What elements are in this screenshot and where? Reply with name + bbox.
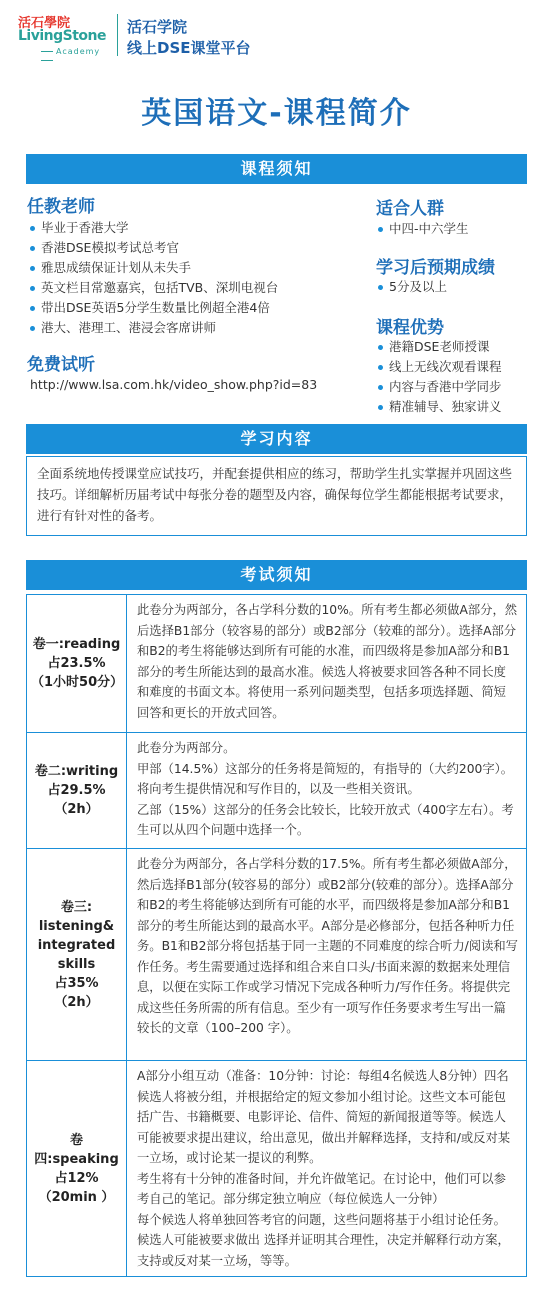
bullet-item: 中四-中六学生 — [378, 219, 469, 239]
exam-paper-row — [27, 595, 527, 733]
exam-paper-row — [27, 733, 527, 849]
bullet-item: 内容与香港中学同步 — [378, 377, 502, 397]
audience-heading: 适合人群 — [376, 199, 444, 219]
header-academy-name: 活石学院 — [127, 18, 188, 36]
paper-name-line: listening& — [38, 918, 115, 934]
paper-name-line: 卷三: — [60, 899, 93, 915]
paper-name-line: 占35% — [54, 975, 99, 991]
bullet-item: 港籍DSE老师授课 — [378, 337, 502, 357]
paper-name-line: 占23.5% — [47, 656, 106, 671]
course-info-bar: 课程须知 — [26, 154, 527, 184]
paper-description-paragraph: 乙部（15%）这部分的任务会比较长，比较开放式（400字左右）。考生可以从四个问题中选择一个。 — [137, 802, 514, 837]
trial-heading: 免费试听 — [27, 355, 95, 375]
bullet-item: 香港DSE模拟考试总考官 — [30, 238, 278, 258]
paper-description-paragraph: 考生将有十分钟的准备时间，并允许做笔记。在讨论中，他们可以参考自己的笔记。部分绑定独立响应（每位候选人一分钟） — [137, 1171, 506, 1206]
advantages-list — [378, 337, 502, 417]
paper-name-line: （20min ） — [38, 1189, 115, 1205]
paper-name-line: 卷二:writing — [34, 764, 119, 779]
paper-name-cell — [27, 1061, 127, 1277]
paper-description-paragraph: 此卷分为两部分。 — [137, 741, 236, 755]
logo-chinese-name: 活石學院 — [18, 16, 71, 31]
trial-video-link[interactable]: http://www.lsa.com.hk/video_show.php?id=83 — [30, 377, 318, 392]
bullet-item: 英文栏目常邀嘉宾，包括TVB、深圳电视台 — [30, 278, 278, 298]
paper-name-line: （2h） — [54, 994, 99, 1010]
paper-description-paragraph: 甲部（14.5%）这部分的任务将是简短的，有指导的（大约200字）。将向考生提供情况和写作目的，以及一些相关资讯。 — [137, 761, 514, 796]
teacher-heading: 任教老师 — [27, 197, 95, 217]
paper-description-cell — [127, 849, 527, 1061]
paper-name-line: skills — [57, 956, 96, 972]
bullet-item: 带出DSE英语5分学生数量比例超全港4倍 — [30, 298, 278, 318]
paper-description-paragraph: 此卷分为两部分，各占学科分数的17.5%。所有考生都必须做A部分，然后选择B1部分(较容易的部分）或B2部分(较难的部分）。选择A部分和B2的考生将能够达到所有可能的水平，而四级将是参加A部分和B1部分的考生所能达到的最高水平。A部分是必修部分，包括各种听力任务。B1和B2部分将包括基于同一主题的不同难度的综合听力/阅读和写作任务。考生需要通过选择和组合来自口头/书面来源的数据来处理信息，以便在实际工作或学习情况下完成各种听力/写作任务。将提供完成这些任务所需的所有信息。至少有一项写作任务要求考生写出一篇较长的文章（100–200 字）。 — [137, 857, 518, 1035]
paper-description-paragraph: 此卷分为两部分，各占学科分数的10%。所有考生都必须做A部分，然后选择B1部分（较容易的部分）或B2部分（较难的部分）。选择A部分和B2的考生将能够达到所有可能的水准，而四级将是参加A部分和B1部分的考生所能达到的最高水准。候选人将被要求回答各种不同长度和难度的书面文本。将使用一系列问题类型，包括多项选择题、简短回答和更长的开放式回答。 — [137, 603, 518, 720]
bullet-item: 精准辅导、独家讲义 — [378, 397, 502, 417]
bullet-item: 5分及以上 — [378, 277, 447, 297]
paper-description-cell — [127, 595, 527, 733]
header-divider — [117, 14, 118, 56]
paper-name-cell — [27, 849, 127, 1061]
paper-name-line: 占29.5% — [47, 783, 106, 798]
paper-name-line: 占12% — [54, 1170, 99, 1186]
bullet-item: 雅思成绩保证计划从未失手 — [30, 258, 278, 278]
advantages-heading: 课程优势 — [376, 318, 444, 338]
paper-description-paragraph: 每个候选人将单独回答考官的问题，这些问题将基于小组讨论任务。候选人可能被要求做出 选择并证明其合理性，决定并解释行动方案，支持或反对某一立场，等等。 — [137, 1212, 510, 1268]
teacher-list — [30, 218, 278, 338]
exam-papers-table — [26, 594, 527, 1277]
expected-list — [378, 277, 447, 297]
paper-name-line: （2h） — [54, 802, 99, 817]
exam-paper-row — [27, 1061, 527, 1277]
audience-list — [378, 219, 469, 239]
header-platform-name: 线上DSE课堂平台 — [127, 39, 251, 57]
paper-description-cell — [127, 1061, 527, 1277]
paper-name-line: 卷四:speaking — [34, 1132, 119, 1167]
livingstone-logo[interactable] — [18, 12, 108, 62]
paper-description-paragraph: A部分小组互动（准备：10分钟：讨论：每组4名候选人8分钟）四名候选人将被分组，并根据给定的短文参加小组讨论。这些文本可能包括广告、书籍概要、电影评论、信件、简短的新闻报道等等。候选人可能被要求提出建议，给出意见，做出并解释选择，支持和/或反对某一立场，或讨论某一提议的利弊。 — [137, 1069, 511, 1165]
exam-paper-row — [27, 849, 527, 1061]
page-title: 英国语文-课程简介 — [141, 96, 412, 131]
logo-english-name: LivingStone — [18, 28, 106, 44]
paper-name-line: integrated — [37, 937, 116, 953]
paper-name-line: （1小时50分） — [31, 675, 124, 690]
paper-name-cell — [27, 733, 127, 849]
paper-description-cell — [127, 733, 527, 849]
study-content-text: 全面系统地传授课堂应试技巧，并配套提供相应的练习，帮助学生扎实掌握并巩固这些技巧。详细解析历届考试中每张分卷的题型及内容，确保每位学生都能根据考试要求，进行有针对性的备考。 — [26, 456, 527, 536]
expected-heading: 学习后预期成绩 — [376, 258, 495, 278]
bullet-item: 港大、港理工、港浸会客席讲师 — [30, 318, 278, 338]
bullet-item: 毕业于香港大学 — [30, 218, 278, 238]
logo-subtitle: Academy — [38, 47, 108, 65]
paper-name-cell — [27, 595, 127, 733]
study-content-bar: 学习内容 — [26, 424, 527, 454]
bullet-item: 线上无线次观看课程 — [378, 357, 502, 377]
paper-name-line: 卷一:reading — [32, 637, 121, 652]
exam-info-bar: 考试须知 — [26, 560, 527, 590]
page-header — [0, 0, 553, 72]
